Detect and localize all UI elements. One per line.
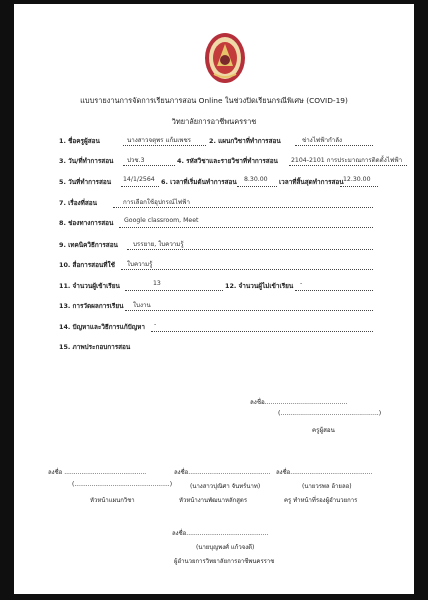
college-name: วิทยาลัยการอาชีพนครราช (171, 117, 257, 126)
teacher-signature-line: ลงชื่อ.......................................... (250, 399, 348, 406)
problems-label: 14. ปัญหาและวิธีการแก้ปัญหา (59, 323, 145, 331)
document-title: แบบรายงานการจัดการเรียนการสอน Online ในช่วงปิดเรียนกรณีพิเศษ (COVID-19) (80, 96, 348, 105)
course-label: 4. รหัสวิชาและรายวิชาที่ทำการสอน (177, 157, 278, 165)
level-label: 3. วัน/ที่ทำการสอน (59, 157, 114, 165)
director-name: (นายบุญพงศ์ แก้วจงดี) (196, 544, 255, 551)
dept-head-role: หัวหน้าแผนกวิชา (90, 497, 135, 504)
start-time-value: 8.30.00 (244, 176, 268, 183)
absent-value: - (300, 280, 303, 287)
attendance-label: 11. จำนวนผู้เข้าเรียน (59, 282, 120, 290)
course-value: 2104-2101 การประมาณการติดตั้งไฟฟ้า (291, 157, 403, 164)
start-time-label: 6. เวลาที่เริ่มต้นทำการสอน (161, 178, 237, 186)
teacher-name-value: นางสาวจตุพร แก้มเพชร (127, 137, 191, 144)
teacher-name-paren: (..................................................) (278, 410, 382, 417)
dept-head-name-paren: (..................................................) (72, 481, 173, 488)
director-signature-line: ลงชื่อ........................................... (172, 530, 269, 537)
technique-value: บรรยาย, ใบความรู้ (133, 241, 184, 248)
evaluation-value: ใบงาน (133, 302, 151, 309)
department-value: ช่างไฟฟ้ากำลัง (302, 137, 343, 144)
deputy-role: ครู ทำหน้าที่รองผู้อำนวยการ (284, 497, 358, 504)
document-page (14, 4, 414, 594)
curriculum-head-name: (นางสาวปุณิศา จันทร์นาท) (190, 483, 261, 490)
attendance-value: 13 (153, 280, 161, 287)
media-label: 10. สื่อการสอนที่ใช้ (59, 261, 115, 269)
deputy-name: (นายวรพล อ้ายลอ) (302, 483, 352, 490)
channel-value: Google classroom, Meet (124, 217, 199, 224)
department-label: 2. แผนกวิชาที่ทำการสอน (209, 137, 281, 145)
absent-label: 12. จำนวนผู้ไม่เข้าเรียน (225, 282, 294, 290)
end-time-label: เวลาที่สิ้นสุดทำการสอน (279, 178, 344, 186)
teacher-role: ครูผู้สอน (312, 427, 335, 434)
photos-label: 15. ภาพประกอบการสอน (59, 343, 131, 351)
evaluation-label: 13. การวัดผลการเรียน (59, 302, 124, 310)
curriculum-head-role: หัวหน้างานพัฒนาหลักสูตร (179, 497, 248, 504)
problems-value: - (154, 321, 157, 328)
topic-label: 7. เรื่องที่สอน (59, 199, 97, 207)
college-seal-logo (204, 32, 246, 84)
deputy-signature-line: ลงชื่อ........................................... (276, 469, 373, 476)
topic-value: การเลือกใช้อุปกรณ์ไฟฟ้า (123, 199, 190, 206)
date-label: 5. วันที่ทำการสอน (59, 178, 112, 186)
end-time-value: 12.30.00 (343, 176, 371, 183)
level-value: ปวช.3 (127, 157, 145, 164)
channel-label: 8. ช่องทางการสอน (59, 219, 114, 227)
dept-head-signature-line: ลงชื่อ ........................................... (48, 469, 147, 476)
media-value: ใบความรู้ (127, 261, 153, 268)
date-value: 14/1/2564 (123, 176, 155, 183)
teacher-name-label: 1. ชื่อครูผู้สอน (59, 137, 100, 145)
curriculum-head-signature-line: ลงชื่อ........................................... (174, 469, 271, 476)
technique-label: 9. เทคนิควิธีการสอน (59, 241, 118, 249)
director-role: ผู้อำนวยการวิทยาลัยการอาชีพนครราช (174, 558, 275, 565)
